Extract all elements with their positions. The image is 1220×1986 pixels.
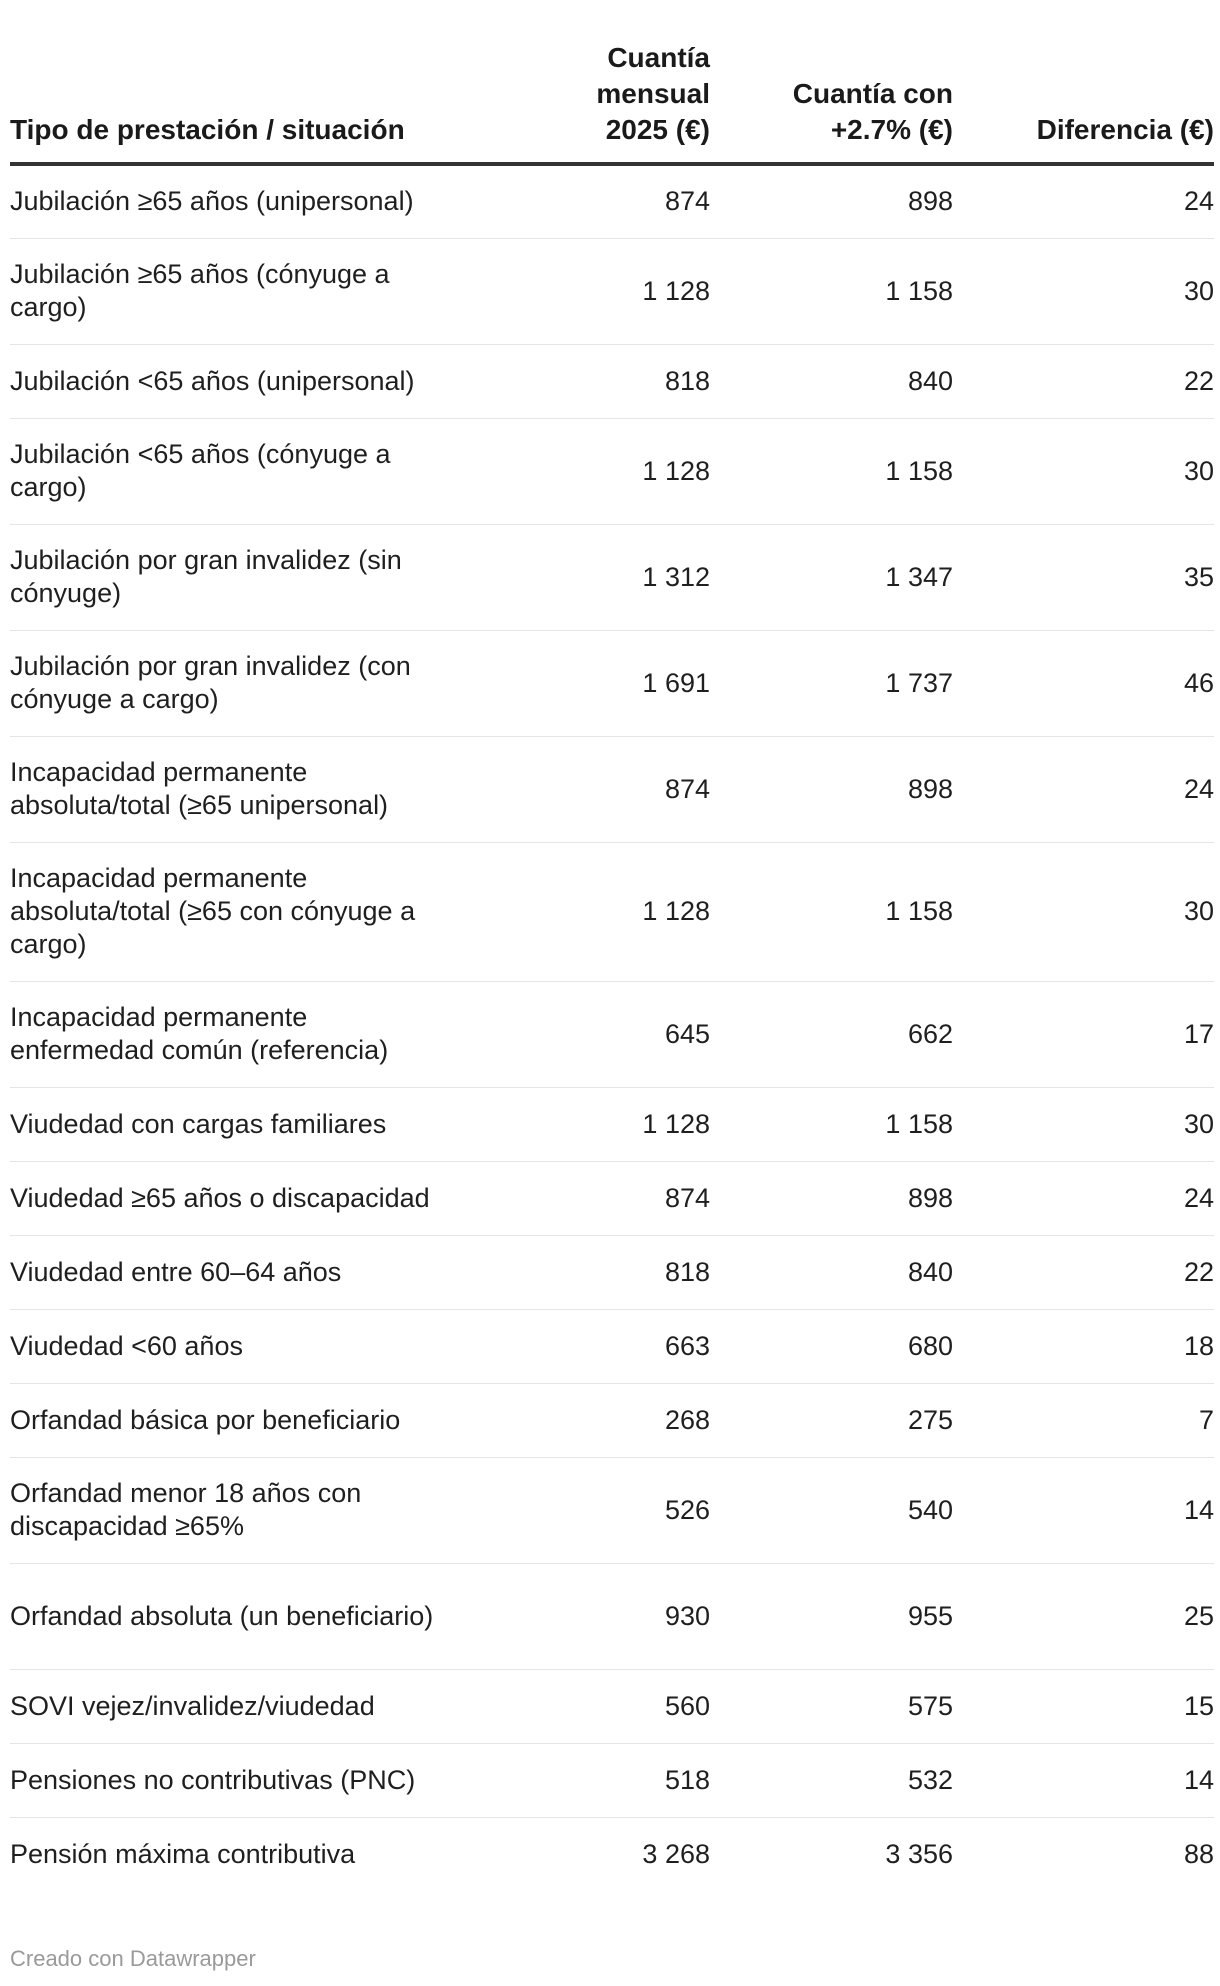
data-table-container [10, 40, 1214, 1891]
row-label: Jubilación ≥65 años (cónyuge a cargo) [10, 238, 480, 344]
cell-cuantia-incremento: 275 [710, 1383, 953, 1457]
cell-cuantia-incremento: 1 347 [710, 524, 953, 630]
datawrapper-credit[interactable]: Creado con Datawrapper [10, 1946, 256, 1971]
cell-cuantia-2025: 3 268 [642, 1838, 710, 1869]
cell-cuantia-2025: 268 [480, 1383, 710, 1457]
cell-cuantia-incremento: 540 [710, 1457, 953, 1563]
table-row [10, 1669, 1214, 1743]
row-label: Jubilación <65 años (unipersonal) [10, 344, 480, 418]
cell-cuantia-2025: 818 [480, 1235, 710, 1309]
table-body [10, 164, 1214, 1891]
cell-diferencia: 30 [953, 418, 1214, 524]
cell-cuantia-incremento: 898 [710, 736, 953, 842]
cell-cuantia-2025: 526 [480, 1457, 710, 1563]
cell-diferencia: 7 [953, 1383, 1214, 1457]
table-row [10, 1743, 1214, 1817]
cell-cuantia-incremento: 1 158 [710, 418, 953, 524]
row-label: Orfandad absoluta (un beneficiario) [10, 1563, 480, 1669]
cell-diferencia: 46 [953, 630, 1214, 736]
header-cuantia-2025-line3: 2025 (€) [605, 114, 710, 145]
cell-cuantia-incremento: 1 158 [710, 238, 953, 344]
cell-cuantia-2025: 874 [480, 736, 710, 842]
pension-table [10, 40, 1214, 1891]
cell-cuantia-2025: 818 [480, 344, 710, 418]
header-cuantia-2025[interactable] [480, 40, 710, 164]
cell-diferencia: 30 [953, 842, 1214, 981]
cell-diferencia: 30 [953, 1087, 1214, 1161]
table-row [10, 418, 1214, 524]
table-row [10, 1087, 1214, 1161]
cell-diferencia: 24 [953, 164, 1214, 238]
cell-cuantia-2025: 930 [480, 1563, 710, 1669]
cell-cuantia-incremento: 898 [710, 164, 953, 238]
cell-cuantia-2025: 1 128 [480, 842, 710, 981]
cell-diferencia: 35 [953, 524, 1214, 630]
header-cuantia-2025-line1: Cuantía [607, 42, 710, 73]
cell-cuantia-incremento: 532 [710, 1743, 953, 1817]
table-row [10, 1563, 1214, 1669]
table-row [10, 736, 1214, 842]
cell-cuantia-2025: 1 128 [480, 1087, 710, 1161]
cell-diferencia: 14 [953, 1457, 1214, 1563]
row-label: Orfandad básica por beneficiario [10, 1383, 480, 1457]
cell-diferencia: 22 [953, 1235, 1214, 1309]
cell-diferencia: 15 [953, 1669, 1214, 1743]
cell-cuantia-2025: 1 312 [480, 524, 710, 630]
cell-cuantia-incremento: 840 [710, 344, 953, 418]
table-row [10, 524, 1214, 630]
table-row [10, 842, 1214, 981]
cell-cuantia-2025: 874 [480, 164, 710, 238]
row-label: Viudedad ≥65 años o discapacidad [10, 1161, 480, 1235]
header-cuantia-2025-line2: mensual [596, 78, 710, 109]
row-label: Viudedad entre 60–64 años [10, 1235, 480, 1309]
row-label: Jubilación ≥65 años (unipersonal) [10, 164, 480, 238]
table-row [10, 1817, 1214, 1891]
cell-cuantia-2025: 560 [480, 1669, 710, 1743]
cell-cuantia-2025: 518 [480, 1743, 710, 1817]
table-row [10, 1235, 1214, 1309]
cell-cuantia-2025: 1 691 [480, 630, 710, 736]
cell-diferencia: 25 [953, 1563, 1214, 1669]
cell-cuantia-incremento: 662 [710, 981, 953, 1087]
table-row [10, 238, 1214, 344]
cell-cuantia-incremento: 898 [710, 1161, 953, 1235]
cell-diferencia: 17 [953, 981, 1214, 1087]
cell-diferencia: 22 [953, 344, 1214, 418]
header-diferencia[interactable] [953, 40, 1214, 164]
cell-diferencia: 14 [953, 1743, 1214, 1817]
table-row [10, 1457, 1214, 1563]
cell-cuantia-2025: 645 [480, 981, 710, 1087]
table-row [10, 630, 1214, 736]
header-row [10, 40, 1214, 164]
row-label: Pensión máxima contributiva [10, 1838, 356, 1869]
cell-cuantia-incremento: 1 737 [710, 630, 953, 736]
row-label: Jubilación por gran invalidez (sin cónyuge) [10, 524, 480, 630]
cell-diferencia: 24 [953, 736, 1214, 842]
cell-cuantia-incremento: 1 158 [710, 1087, 953, 1161]
row-label: Pensiones no contributivas (PNC) [10, 1743, 480, 1817]
cell-cuantia-incremento: 1 158 [710, 842, 953, 981]
row-label: SOVI vejez/invalidez/viudedad [10, 1669, 480, 1743]
row-label: Incapacidad permanente absoluta/total (≥65 unipersonal) [10, 736, 480, 842]
header-tipo-line: Tipo de prestación / situación [10, 114, 405, 145]
cell-diferencia: 88 [1183, 1838, 1214, 1869]
cell-cuantia-2025: 1 128 [480, 238, 710, 344]
cell-cuantia-2025: 874 [480, 1161, 710, 1235]
header-tipo[interactable] [10, 40, 480, 164]
table-row [10, 344, 1214, 418]
row-label: Incapacidad permanente enfermedad común (referencia) [10, 981, 480, 1087]
header-cuantia-incremento-line1: Cuantía con [792, 78, 953, 109]
table-row [10, 1309, 1214, 1383]
row-label: Orfandad menor 18 años con discapacidad ≥65% [10, 1457, 480, 1563]
header-cuantia-incremento-line2: +2.7% (€) [830, 114, 953, 145]
cell-cuantia-incremento: 3 356 [885, 1838, 953, 1869]
cell-cuantia-2025: 663 [480, 1309, 710, 1383]
cell-diferencia: 24 [953, 1161, 1214, 1235]
table-row [10, 1383, 1214, 1457]
cell-diferencia: 18 [953, 1309, 1214, 1383]
cell-diferencia: 30 [953, 238, 1214, 344]
row-label: Jubilación por gran invalidez (con cónyuge a cargo) [10, 630, 480, 736]
row-label: Jubilación <65 años (cónyuge a cargo) [10, 418, 480, 524]
row-label: Viudedad con cargas familiares [10, 1087, 480, 1161]
table-row [10, 981, 1214, 1087]
table-row [10, 1161, 1214, 1235]
table-header [10, 40, 1214, 164]
header-diferencia-line: Diferencia (€) [1036, 114, 1214, 145]
row-label: Viudedad <60 años [10, 1309, 480, 1383]
cell-cuantia-2025: 1 128 [480, 418, 710, 524]
cell-cuantia-incremento: 840 [710, 1235, 953, 1309]
header-cuantia-incremento[interactable] [710, 40, 953, 164]
row-label: Incapacidad permanente absoluta/total (≥65 con cónyuge a cargo) [10, 842, 480, 981]
table-row [10, 164, 1214, 238]
cell-cuantia-incremento: 955 [710, 1563, 953, 1669]
cell-cuantia-incremento: 575 [710, 1669, 953, 1743]
cell-cuantia-incremento: 680 [710, 1309, 953, 1383]
